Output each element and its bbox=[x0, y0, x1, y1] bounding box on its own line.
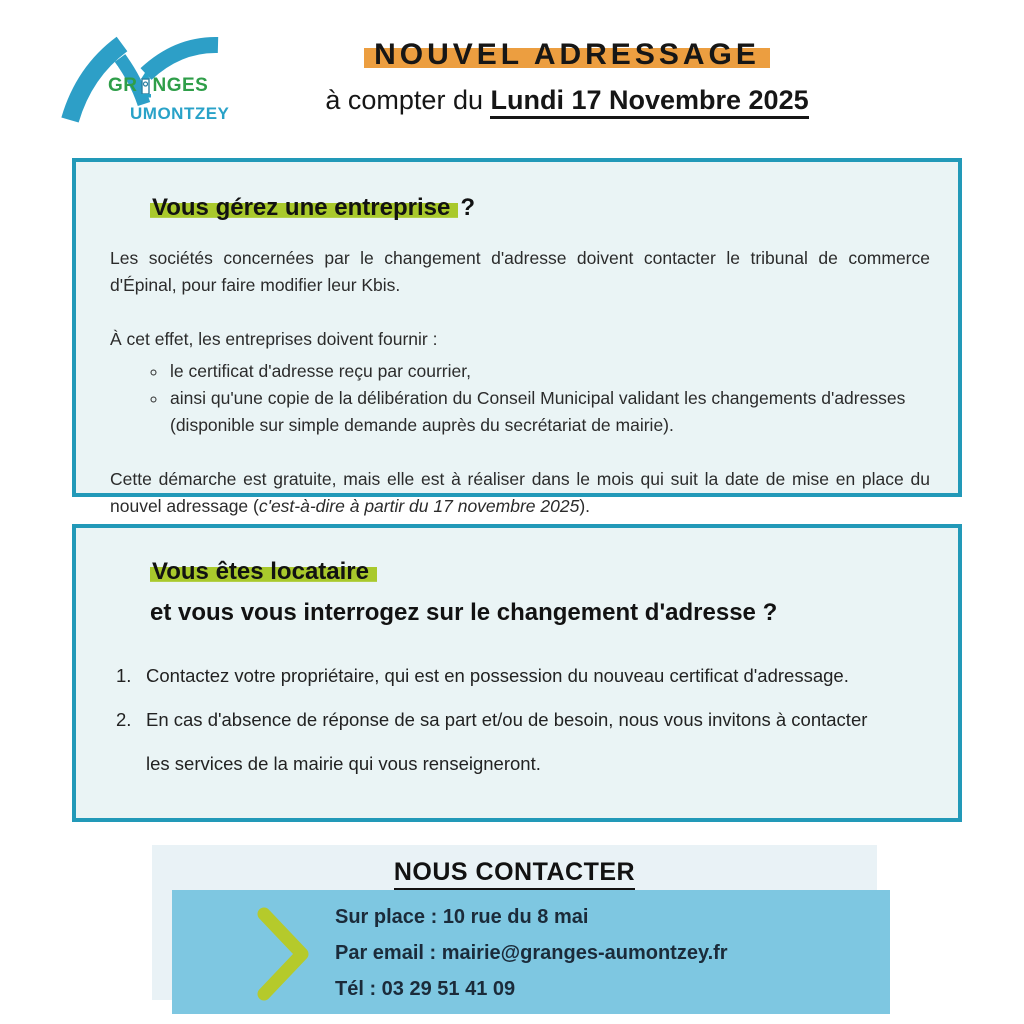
business-paragraph-1: Les sociétés concernées par le changement d'adresse doivent contacter le tribunal de commerce d'Épinal, pour faire modifier leur Kbis. bbox=[110, 248, 930, 296]
tenant-box-heading bbox=[150, 556, 930, 587]
tenant-heading-highlight: Vous êtes locataire bbox=[150, 558, 377, 585]
list-item bbox=[116, 654, 930, 698]
list-item bbox=[116, 698, 930, 786]
list-number: 1. bbox=[116, 665, 132, 687]
contact-phone: Tél : 03 29 51 41 09 bbox=[335, 978, 516, 1000]
paragraph-3-end: ). bbox=[579, 496, 591, 517]
business-heading-suffix: ? bbox=[460, 194, 475, 221]
business-paragraph-2: À cet effet, les entreprises doivent fournir : bbox=[110, 329, 438, 350]
contact-title: NOUS CONTACTER bbox=[394, 858, 635, 891]
contact-details-box bbox=[172, 890, 890, 1014]
contact-address: Sur place : 10 rue du 8 mai bbox=[335, 906, 589, 928]
business-box-heading bbox=[150, 192, 930, 223]
business-heading-highlight: Vous gérez une entreprise bbox=[150, 194, 458, 221]
business-paragraph-3 bbox=[110, 466, 930, 520]
list-item-text bbox=[146, 698, 930, 786]
list-item: ◦ ainsi qu'une copie de la délibération du Conseil Municipal validant les changements d'adresses (disponible sur simple demande auprès du secrétariat de mairie). bbox=[168, 385, 930, 439]
paragraph-3-start: Cette démarche est gratuite, mais elle est à réaliser dans le mois qui suit la date de mise en place du nouvel adressage ( bbox=[110, 469, 930, 517]
tenant-steps-list bbox=[116, 654, 930, 786]
list-item-text-line2: les services de la mairie qui vous renseigneront. bbox=[146, 753, 541, 775]
contact-email: Par email : mairie@granges-aumontzey.fr bbox=[335, 942, 728, 964]
logo-line-aumontzey: UMONTZEY bbox=[130, 104, 230, 123]
chevron-right-icon bbox=[256, 906, 312, 1002]
list-item: ◦ le certificat d'adresse reçu par courrier, bbox=[168, 358, 930, 385]
contact-lines bbox=[335, 899, 728, 1007]
header-titles bbox=[110, 38, 1024, 116]
subtitle-date: Lundi 17 Novembre 2025 bbox=[490, 85, 808, 119]
page-title: NOUVEL ADRESSAGE bbox=[364, 38, 770, 71]
contact-title-row bbox=[152, 858, 877, 887]
list-number: 2. bbox=[116, 709, 132, 731]
paragraph-3-italic-date: c'est-à-dire à partir du 17 novembre 2025 bbox=[258, 496, 580, 517]
subtitle-prefix: à compter du bbox=[325, 85, 491, 115]
page-subtitle bbox=[110, 85, 1024, 116]
list-item-text: Contactez votre propriétaire, qui est en possession du nouveau certificat d'adressage. bbox=[146, 665, 849, 687]
list-item-text-line1: En cas d'absence de réponse de sa part et/ou de besoin, nous vous invitons à contacter bbox=[146, 709, 868, 731]
business-info-box bbox=[72, 158, 962, 517]
business-requirements-list bbox=[110, 358, 930, 439]
tenant-heading-line2: et vous vous interrogez sur le changement d'adresse ? bbox=[150, 599, 778, 627]
logo-line-granges: GR NGES bbox=[108, 72, 229, 102]
tenant-info-box bbox=[72, 524, 962, 822]
